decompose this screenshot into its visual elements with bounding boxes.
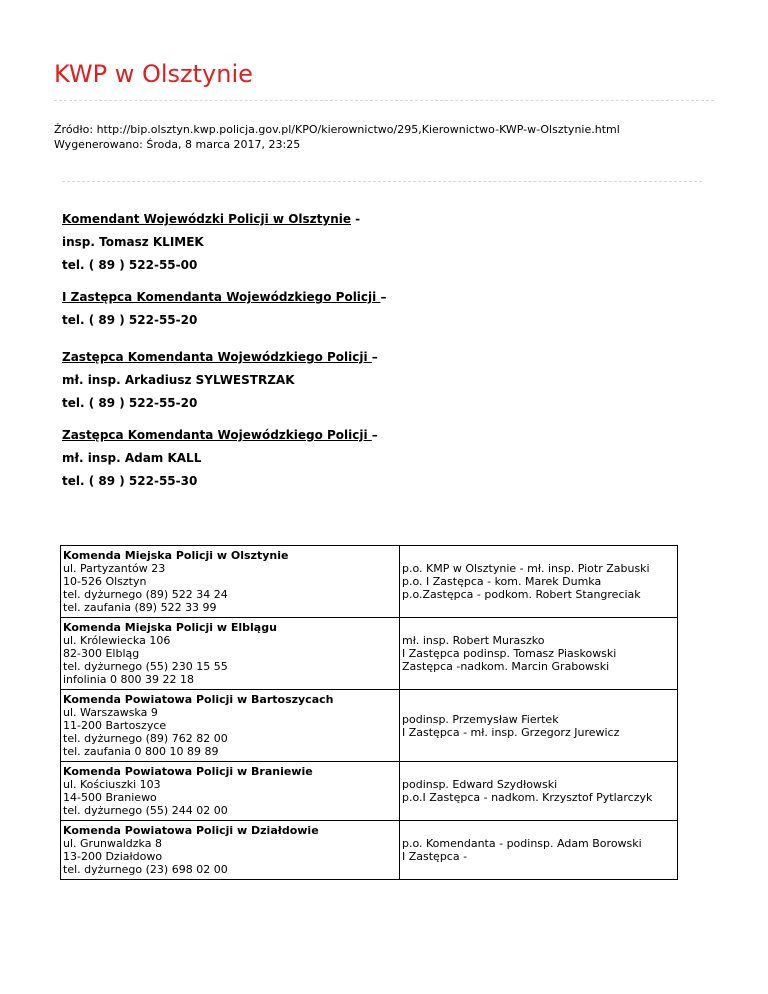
officer-commandant bbox=[62, 208, 360, 277]
unit-address-line: 13-200 Działdowo bbox=[63, 850, 163, 863]
officer-role: Zastępca Komendanta Wojewódzkiego Policji bbox=[62, 428, 372, 442]
unit-address-line: ul. Grunwaldzka 8 bbox=[63, 837, 162, 850]
unit-leader: I Zastępca - mł. insp. Grzegorz Jurewicz bbox=[402, 725, 620, 739]
officer-phone: tel. ( 89 ) 522-55-20 bbox=[62, 396, 198, 410]
table-row bbox=[61, 618, 678, 690]
unit-leader: p.o.Zastępca - podkom. Robert Stangreciak bbox=[402, 588, 641, 601]
unit-leader: I Zastępca - bbox=[402, 850, 468, 863]
officer-phone: tel. ( 89 ) 522-55-20 bbox=[62, 313, 198, 327]
unit-address-line: ul. Warszawska 9 bbox=[63, 706, 158, 719]
officer-role: I Zastępca Komendanta Wojewódzkiego Policji bbox=[62, 290, 381, 304]
officer-phone: tel. ( 89 ) 522-55-00 bbox=[62, 258, 198, 272]
officer-role: Zastępca Komendanta Wojewódzkiego Policji bbox=[62, 350, 372, 364]
unit-address-line: ul. Partyzantów 23 bbox=[63, 562, 166, 575]
unit-leader: podinsp. Edward Szydłowski bbox=[402, 778, 558, 791]
unit-leader: mł. insp. Robert Muraszko bbox=[402, 634, 545, 647]
document-meta bbox=[54, 122, 620, 152]
unit-leaders-cell bbox=[400, 821, 678, 880]
unit-address-line: 10-526 Olsztyn bbox=[63, 575, 147, 588]
table-row bbox=[61, 762, 678, 821]
officer-separator: - bbox=[350, 212, 361, 226]
officer-deputy-2 bbox=[62, 424, 378, 493]
unit-leader: Zastępca -nadkom. Marcin Grabowski bbox=[402, 660, 610, 673]
unit-info-cell bbox=[61, 762, 400, 821]
unit-address-line: tel. zaufania 0 800 10 89 89 bbox=[63, 745, 219, 758]
generated-line: Wygenerowano: Środa, 8 marca 2017, 23:25 bbox=[54, 138, 301, 151]
table-row bbox=[61, 690, 678, 762]
units-table bbox=[60, 545, 678, 880]
unit-leader: podinsp. Przemysław Fiertek bbox=[402, 712, 559, 726]
unit-leaders-cell bbox=[400, 762, 678, 821]
unit-leader: I Zastępca podinsp. Tomasz Piaskowski bbox=[402, 647, 617, 660]
top-divider bbox=[54, 100, 714, 101]
officer-separator: – bbox=[371, 428, 378, 442]
unit-info-cell bbox=[61, 690, 400, 762]
unit-address-line: tel. dyżurnego (89) 522 34 24 bbox=[63, 588, 228, 601]
officer-name: insp. Tomasz KLIMEK bbox=[62, 235, 204, 249]
unit-info-cell bbox=[61, 821, 400, 880]
table-row bbox=[61, 821, 678, 880]
unit-leader: p.o. KMP w Olsztynie - mł. insp. Piotr Zabuski bbox=[402, 562, 650, 575]
officer-first-deputy bbox=[62, 286, 386, 332]
officer-name: mł. insp. Arkadiusz SYLWESTRZAK bbox=[62, 373, 295, 387]
unit-address-line: tel. dyżurnego (55) 244 02 00 bbox=[63, 804, 228, 817]
unit-leader: p.o.I Zastępca - nadkom. Krzysztof Pytlarczyk bbox=[402, 791, 653, 804]
unit-name: Komenda Powiatowa Policji w Braniewie bbox=[63, 765, 313, 778]
unit-address-line: 82-300 Elbląg bbox=[63, 647, 140, 660]
unit-address-line: ul. Królewiecka 106 bbox=[63, 634, 171, 647]
officer-name: mł. insp. Adam KALL bbox=[62, 451, 202, 465]
unit-address-line: tel. zaufania (89) 522 33 99 bbox=[63, 601, 217, 614]
unit-address-line: 14-500 Braniewo bbox=[63, 791, 157, 804]
unit-address-line: 11-200 Bartoszyce bbox=[63, 719, 167, 732]
unit-address-line: tel. dyżurnego (89) 762 82 00 bbox=[63, 732, 228, 745]
unit-address-line: ul. Kościuszki 103 bbox=[63, 778, 161, 791]
unit-address-line: tel. dyżurnego (55) 230 15 55 bbox=[63, 660, 228, 673]
page-title: KWP w Olsztynie bbox=[54, 60, 253, 88]
unit-leaders-cell bbox=[400, 618, 678, 690]
unit-name: Komenda Powiatowa Policji w Działdowie bbox=[63, 824, 319, 837]
unit-info-cell bbox=[61, 546, 400, 618]
unit-address-line: infolinia 0 800 39 22 18 bbox=[63, 673, 194, 686]
unit-leaders-cell bbox=[400, 690, 678, 762]
officer-separator: – bbox=[380, 290, 387, 304]
officer-phone: tel. ( 89 ) 522-55-30 bbox=[62, 474, 198, 488]
unit-leader: p.o. Komendanta - podinsp. Adam Borowski bbox=[402, 837, 642, 850]
officer-separator: – bbox=[371, 350, 378, 364]
unit-info-cell bbox=[61, 618, 400, 690]
officer-deputy-1 bbox=[62, 346, 378, 415]
officer-role: Komendant Wojewódzki Policji w Olsztynie bbox=[62, 212, 351, 226]
table-row bbox=[61, 546, 678, 618]
unit-leaders-cell bbox=[400, 546, 678, 618]
unit-name: Komenda Powiatowa Policji w Bartoszycach bbox=[63, 693, 334, 706]
source-line: Źródło: http://bip.olsztyn.kwp.policja.gov.pl/KPO/kierownictwo/295,Kierownictwo-KWP-w-Olsztynie.html bbox=[54, 123, 620, 136]
content-divider bbox=[62, 181, 702, 182]
unit-address-line: tel. dyżurnego (23) 698 02 00 bbox=[63, 863, 228, 876]
unit-name: Komenda Miejska Policji w Olsztynie bbox=[63, 549, 289, 562]
unit-leader: p.o. I Zastępca - kom. Marek Dumka bbox=[402, 575, 602, 588]
unit-name: Komenda Miejska Policji w Elblągu bbox=[63, 621, 277, 634]
